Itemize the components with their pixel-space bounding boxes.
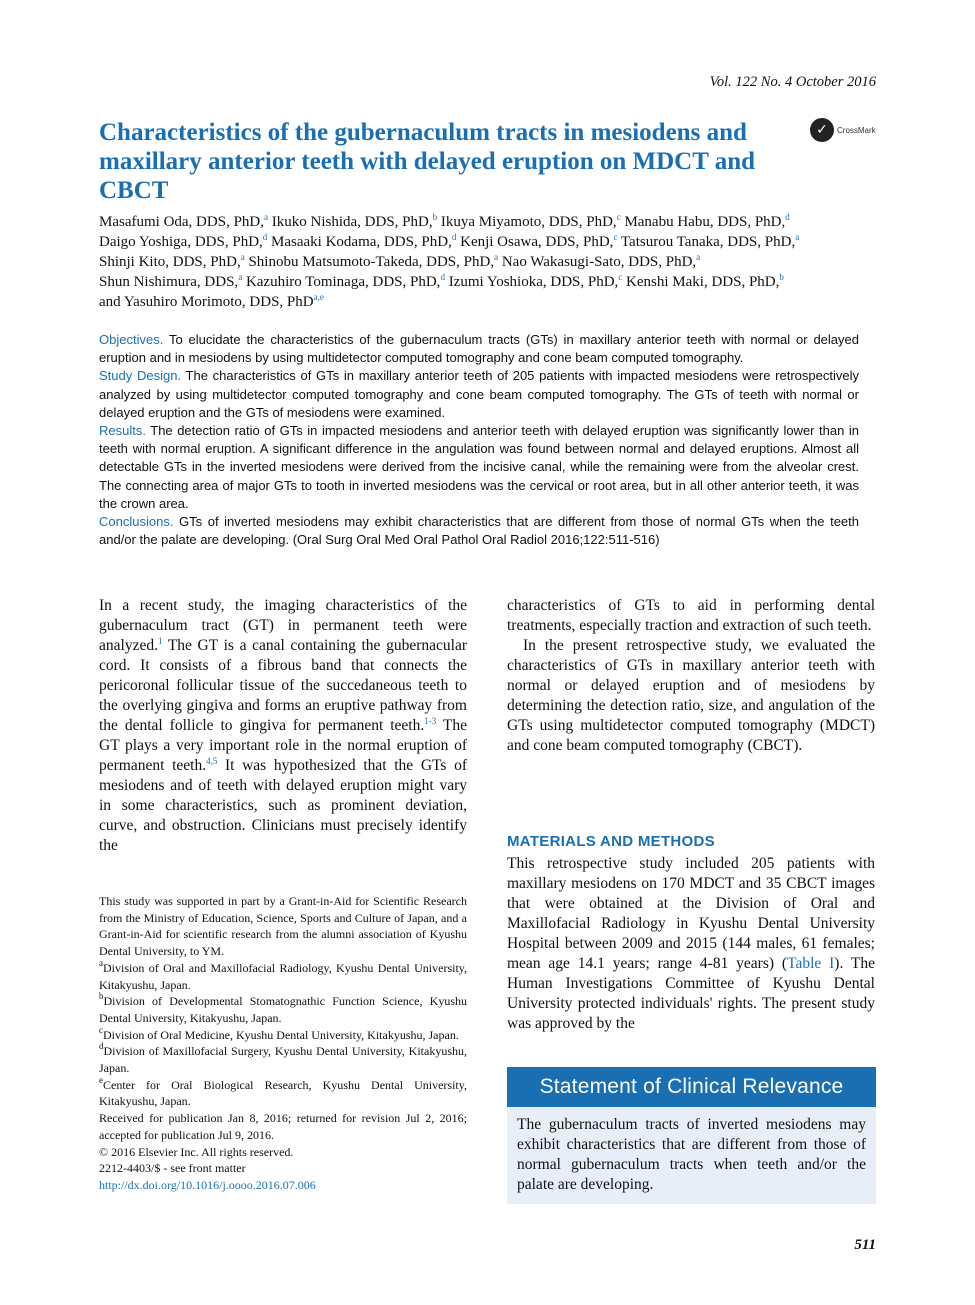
page-number: 511 — [854, 1237, 876, 1253]
affiliation-note — [99, 1074, 467, 1110]
abstract-design — [99, 367, 859, 422]
author-name: Masaaki Kodama, DDS, PhD, — [271, 234, 452, 250]
author-name: Nao Wakasugi-Sato, DDS, PhD, — [501, 254, 697, 270]
section-heading: MATERIALS AND METHODS — [507, 833, 715, 850]
affiliation-marker[interactable]: a — [696, 252, 701, 262]
citation-link[interactable]: 1 — [157, 636, 163, 646]
author-name: Kazuhiro Tominaga, DDS, PhD, — [245, 274, 441, 290]
author-name: Manabu Habu, DDS, PhD, — [624, 214, 786, 230]
abstract-citation: (Oral Surg Oral Med Oral Pathol Oral Radiol 2016;122:511-516) — [292, 532, 660, 548]
abstract-label: Study Design. — [99, 368, 182, 384]
funding-note: This study was supported in part by a Grant-in-Aid for Scientific Research from the Ministry of Education, Science, Sports and Culture of Japan, and a Grant-in-Aid for scientific research from the alumni association of Kyushu Dental University, to YM. — [99, 894, 467, 959]
abstract-text: The detection ratio of GTs in impacted mesiodens and anterior teeth with delayed eruption was significantly lower than in teeth with normal eruption. A significant difference in the angulation was found between normal and delayed eruptions. Almost all detectable GTs in the inverted mesiodens were derived from the incisive canal, while the remaining were from the alveolar crest. The connecting area of major GTs to tooth in inverted mesiodens was the cervical or root area, but in all other anterior teeth, it was the crown area. — [99, 423, 859, 511]
abstract-text: To elucidate the characteristics of the gubernaculum tracts (GTs) in maxillary anterior teeth with normal or delayed eruption and in mesiodens by using multidetector computed tomography and cone beam computed tomography. — [99, 332, 859, 366]
affiliation-marker[interactable]: a — [240, 252, 245, 262]
issn: 2212-4403/$ - see front matter — [99, 1161, 246, 1176]
affiliation-marker[interactable]: a,e — [313, 292, 324, 302]
affiliation-marker[interactable]: a — [264, 212, 268, 222]
affiliation-marker[interactable]: c — [616, 212, 621, 222]
affiliation-label: c — [99, 1024, 103, 1035]
affiliation-marker[interactable]: d — [451, 232, 457, 242]
body-text: It was hypothesized that the GTs of mesiodens and of teeth with delayed eruption might vary in some characteristics, such as prominent deviation, curve, and obstruction. Clinicians must precisely identify the — [99, 757, 467, 854]
author-name: Shinobu Matsumoto-Takeda, DDS, PhD, — [248, 254, 495, 270]
crossmark-icon: ✓ — [810, 118, 834, 142]
crossmark-badge[interactable] — [810, 118, 876, 142]
body-paragraph — [99, 596, 467, 856]
author-name: Izumi Yoshioka, DDS, PhD, — [448, 274, 619, 290]
author-name: and Yasuhiro Morimoto, DDS, PhD — [99, 294, 314, 310]
body-text: In a recent study, the imaging characteristics of the gubernaculum tract (GT) in permanent teeth were analyzed. — [99, 597, 467, 654]
affiliation-text: Division of Maxillofacial Surgery, Kyushu Dental University, Kitakyushu, Japan. — [99, 1044, 467, 1076]
crossmark-label: CrossMark — [837, 125, 876, 135]
affiliation-marker[interactable]: d — [262, 232, 268, 242]
author-line — [99, 232, 869, 252]
footnotes — [99, 893, 467, 1194]
author-line — [99, 292, 869, 312]
abstract-text: GTs of inverted mesiodens may exhibit characteristics that are different from those of normal GTs when the teeth and/or the palate are developing. — [99, 514, 859, 548]
affiliation-marker[interactable]: c — [613, 232, 618, 242]
body-paragraph: In the present retrospective study, we evaluated the characteristics of GTs in maxillary anterior teeth with normal or delayed eruption and of mesiodens by determining the detection ratio, size, and angulation of the GTs using multidetector computed tomography (MDCT) and cone beam computed tomography (CBCT). — [507, 637, 875, 754]
body-paragraph — [507, 854, 875, 1034]
affiliation-marker[interactable]: a — [795, 232, 800, 242]
abstract-results — [99, 422, 859, 513]
doi-link[interactable]: http://dx.doi.org/10.1016/j.oooo.2016.07.006 — [99, 1177, 316, 1192]
author-line — [99, 212, 869, 232]
body-column-right — [507, 596, 875, 756]
affiliation-text: Division of Oral and Maxillofacial Radiology, Kyushu Dental University, Kitakyushu, Japan. — [99, 960, 467, 992]
affiliation-text: Center for Oral Biological Research, Kyushu Dental University, Kitakyushu, Japan. — [99, 1077, 467, 1109]
affiliation-note — [99, 993, 467, 1026]
received-dates: Received for publication Jan 8, 2016; returned for revision Jul 2, 2016; accepted for publication Jul 9, 2016. — [99, 1111, 467, 1142]
abstract-objectives — [99, 331, 859, 367]
affiliation-marker[interactable]: a — [238, 272, 243, 282]
citation-link[interactable]: 4,5 — [206, 756, 218, 766]
author-line — [99, 252, 869, 272]
author-name: Tatsurou Tanaka, DDS, PhD, — [620, 234, 796, 250]
abstract-label: Conclusions. — [99, 514, 174, 530]
affiliation-label: e — [99, 1074, 103, 1085]
author-line — [99, 272, 869, 292]
citation-link[interactable]: 1-3 — [424, 716, 437, 726]
affiliation-label: b — [99, 991, 104, 1002]
table-link[interactable]: Table I — [787, 955, 835, 972]
body-text: This retrospective study included 205 patients with maxillary mesiodens on 170 MDCT and 35 CBCT images that were obtained at the Division of Oral and Maxillofacial Radiology in Kyushu Dental University Hospital between 2009 and 2015 (144 males, 61 females; mean age 14.1 years; range 4-81 years) ( — [507, 855, 875, 972]
affiliation-marker[interactable]: d — [785, 212, 790, 222]
abstract-text: The characteristics of GTs in maxillary anterior teeth of 205 patients with impacted mesiodens were retrospectively analyzed by using multidetector computed tomography and cone beam computed tomography. The GTs of teeth with normal or delayed eruption and the GTs of mesiodens were examined. — [99, 368, 859, 420]
body-text: ). The Human Investigations Committee of Kyushu Dental University protected individuals' rights. The present study was approved by the — [507, 955, 875, 1032]
author-name: Kenji Osawa, DDS, PhD, — [460, 234, 614, 250]
affiliation-note — [99, 1043, 467, 1076]
affiliation-note — [99, 957, 467, 993]
body-paragraph: characteristics of GTs to aid in performing dental treatments, especially traction and extraction of such teeth. — [507, 597, 875, 634]
copyright: © 2016 Elsevier Inc. All rights reserved. — [99, 1144, 294, 1159]
affiliation-marker[interactable]: b — [779, 272, 784, 282]
methods-text — [507, 854, 875, 1034]
author-name: Ikuya Miyamoto, DDS, PhD, — [440, 214, 617, 230]
body-text: The GT is a canal containing the gubernacular cord. It consists of a fibrous band that connects the pericoronal follicular tissue of the succedaneous teeth to the overlying gingiva and forms an eruptive pathway from the dental follicle to gingiva for permanent teeth. — [99, 637, 467, 734]
body-text: The GT plays a very important role in the normal eruption of permanent teeth. — [99, 717, 467, 774]
clinical-relevance-text: The gubernaculum tracts of inverted mesiodens may exhibit characteristics that are different from those of normal gubernaculum tracts when teeth and/or the palate are developing. — [517, 1116, 866, 1193]
affiliation-text: Division of Developmental Stomatognathic Function Science, Kyushu Dental University, Kitakyushu, Japan. — [99, 994, 467, 1025]
abstract-conclusions — [99, 513, 859, 549]
author-list — [99, 212, 869, 312]
affiliation-text: Division of Oral Medicine, Kyushu Dental University, Kitakyushu, Japan. — [103, 1027, 459, 1042]
abstract — [99, 331, 859, 549]
abstract-label: Results. — [99, 423, 146, 439]
author-name: Masafumi Oda, DDS, PhD, — [99, 214, 264, 230]
article-title: Characteristics of the gubernaculum tracts in mesiodens and maxillary anterior teeth with delayed eruption on MDCT and CBCT — [99, 119, 756, 204]
author-name: Shun Nishimura, DDS, — [99, 274, 239, 290]
affiliation-marker[interactable]: d — [440, 272, 445, 282]
affiliation-label: d — [99, 1041, 104, 1052]
clinical-relevance-heading: Statement of Clinical Relevance — [507, 1067, 876, 1107]
affiliation-marker[interactable]: a — [494, 252, 499, 262]
body-column-left — [99, 596, 467, 856]
affiliation-label: a — [99, 957, 103, 968]
author-name: Kenshi Maki, DDS, PhD, — [626, 274, 780, 290]
author-name: Ikuko Nishida, DDS, PhD, — [271, 214, 433, 230]
author-name: Shinji Kito, DDS, PhD, — [99, 254, 241, 270]
clinical-relevance-box — [507, 1067, 876, 1204]
abstract-label: Objectives. — [99, 332, 164, 347]
journal-issue: Vol. 122 No. 4 October 2016 — [709, 74, 876, 90]
author-name: Daigo Yoshiga, DDS, PhD, — [99, 234, 263, 250]
affiliation-marker[interactable]: c — [618, 272, 623, 282]
affiliation-marker[interactable]: b — [432, 212, 438, 222]
affiliation-note — [99, 1024, 467, 1044]
